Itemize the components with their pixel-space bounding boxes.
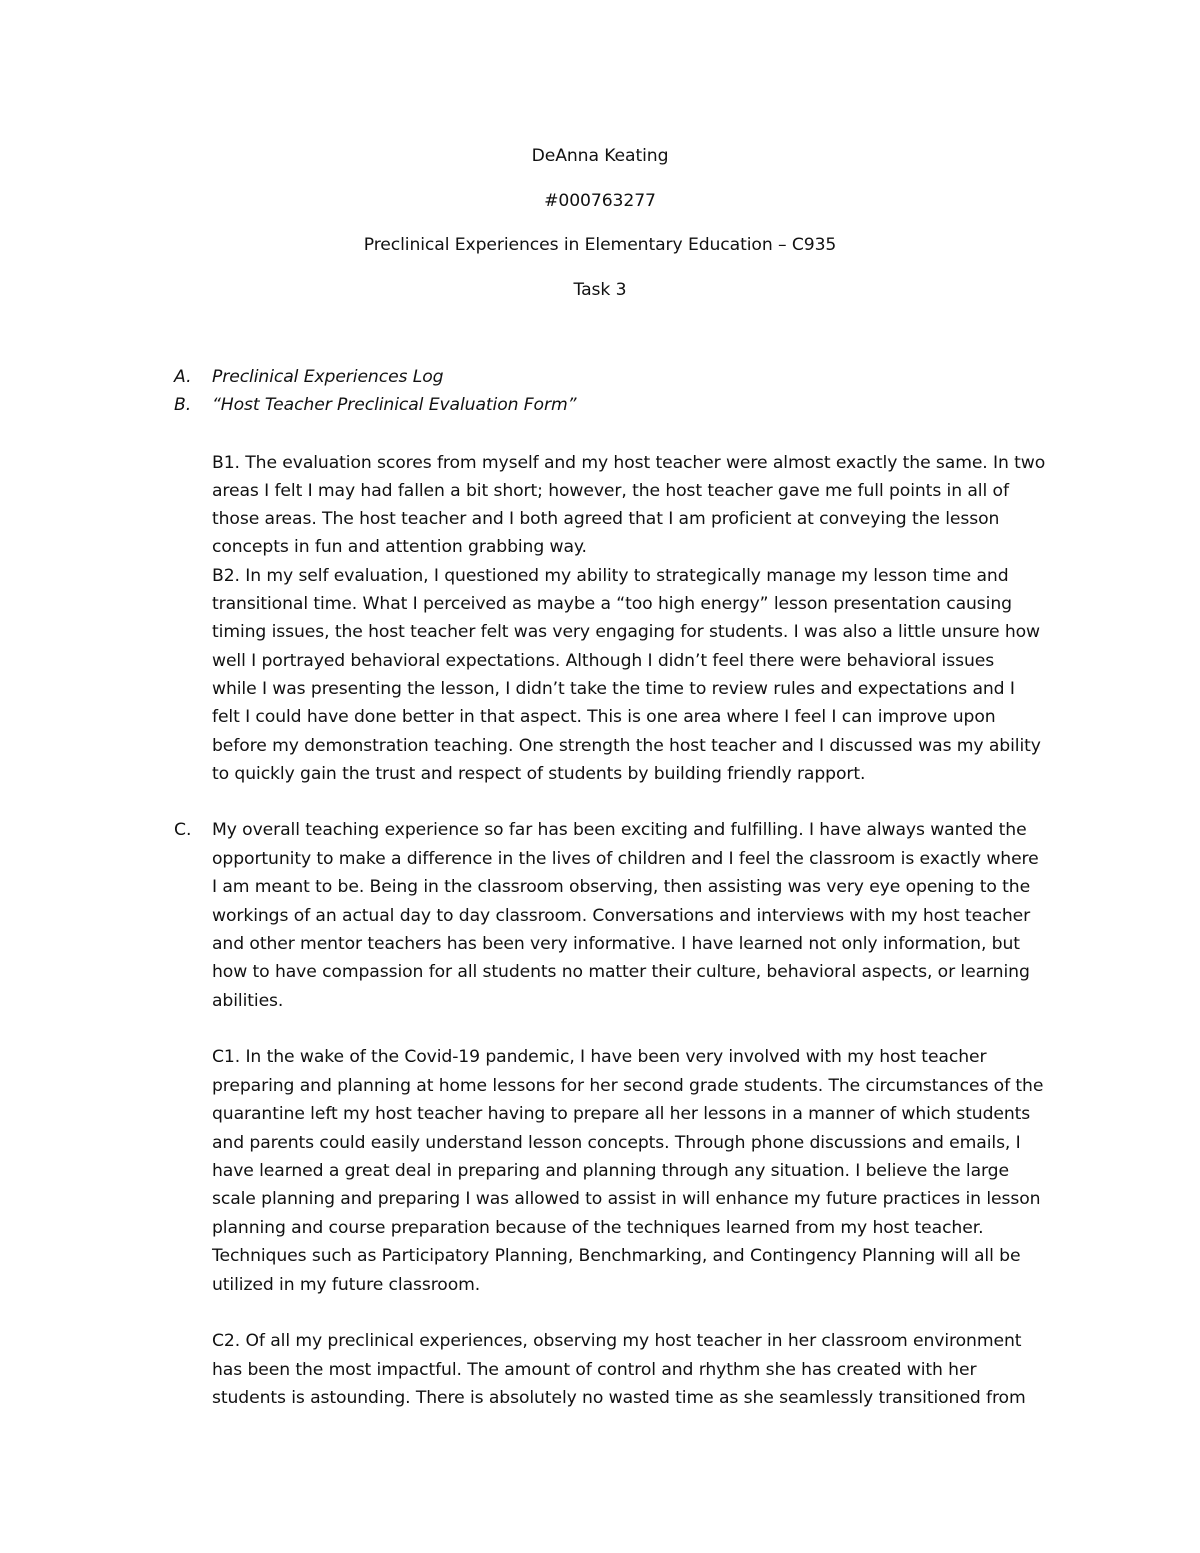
paragraph-line: how to have compassion for all students no matter their culture, behavioral aspects, or learning xyxy=(212,962,1030,982)
paragraph-line: transitional time. What I perceived as maybe a “too high energy” lesson presentation causing xyxy=(212,594,1012,614)
paragraph-line: timing issues, the host teacher felt was very engaging for students. I was also a little unsure how xyxy=(212,622,1041,642)
paragraph-line: while I was presenting the lesson, I didn’t take the time to review rules and expectations and I xyxy=(212,679,1015,699)
paragraph-line: C1. In the wake of the Covid-19 pandemic, I have been very involved with my host teacher xyxy=(212,1047,987,1067)
task-title: Task 3 xyxy=(573,280,627,300)
paragraph-line: has been the most impactful. The amount of control and rhythm she has created with her xyxy=(212,1360,977,1380)
list-label-b: B. xyxy=(174,395,192,415)
course-title: Preclinical Experiences in Elementary Education – C935 xyxy=(363,235,837,255)
paragraph-line: quarantine left my host teacher having to prepare all her lessons in a manner of which students xyxy=(212,1104,1031,1124)
paragraph-line: students is astounding. There is absolutely no wasted time as she seamlessly transitioned from xyxy=(212,1388,1026,1408)
paragraph-line: and parents could easily understand lesson concepts. Through phone discussions and emails, I xyxy=(212,1133,1021,1153)
paragraph-line: abilities. xyxy=(212,991,284,1011)
paragraph-line: utilized in my future classroom. xyxy=(212,1275,481,1295)
student-id: #000763277 xyxy=(544,191,656,211)
paragraph-line: those areas. The host teacher and I both agreed that I am proficient at conveying the lesson xyxy=(212,509,1000,529)
paragraph-line: My overall teaching experience so far has been exciting and fulfilling. I have always wanted the xyxy=(212,820,1027,840)
paragraph-line: B2. In my self evaluation, I questioned my ability to strategically manage my lesson time and xyxy=(212,566,1009,586)
list-label-c: C. xyxy=(174,820,192,840)
author-name: DeAnna Keating xyxy=(531,146,669,166)
paragraph-line: have learned a great deal in preparing and planning through any situation. I believe the large xyxy=(212,1161,1009,1181)
list-item-b: “Host Teacher Preclinical Evaluation Form” xyxy=(212,395,577,415)
paragraph-line: Techniques such as Participatory Planning, Benchmarking, and Contingency Planning will all be xyxy=(212,1246,1021,1266)
list-item-a: Preclinical Experiences Log xyxy=(212,367,444,387)
paragraph-line: scale planning and preparing I was allowed to assist in will enhance my future practices in lesson xyxy=(212,1189,1041,1209)
paragraph-line: opportunity to make a difference in the lives of children and I feel the classroom is exactly where xyxy=(212,849,1039,869)
paragraph-line: concepts in fun and attention grabbing way. xyxy=(212,537,587,557)
paragraph-line: felt I could have done better in that aspect. This is one area where I feel I can improve upon xyxy=(212,707,996,727)
paragraph-line: and other mentor teachers has been very informative. I have learned not only information, but xyxy=(212,934,1020,954)
paragraph-line: B1. The evaluation scores from myself and my host teacher were almost exactly the same. In two xyxy=(212,453,1046,473)
paragraph-line: before my demonstration teaching. One strength the host teacher and I discussed was my ability xyxy=(212,736,1041,756)
paragraph-line: areas I felt I may had fallen a bit short; however, the host teacher gave me full points in all of xyxy=(212,481,1009,501)
paragraph-line: planning and course preparation because of the techniques learned from my host teacher. xyxy=(212,1218,984,1238)
paragraph-line: C2. Of all my preclinical experiences, observing my host teacher in her classroom environment xyxy=(212,1331,1022,1351)
list-label-a: A. xyxy=(174,367,192,387)
paragraph-line: preparing and planning at home lessons for her second grade students. The circumstances of the xyxy=(212,1076,1044,1096)
paragraph-line: to quickly gain the trust and respect of students by building friendly rapport. xyxy=(212,764,866,784)
paragraph-line: I am meant to be. Being in the classroom observing, then assisting was very eye opening to the xyxy=(212,877,1031,897)
paragraph-line: workings of an actual day to day classroom. Conversations and interviews with my host teacher xyxy=(212,906,1031,926)
paragraph-line: well I portrayed behavioral expectations. Although I didn’t feel there were behavioral issues xyxy=(212,651,995,671)
